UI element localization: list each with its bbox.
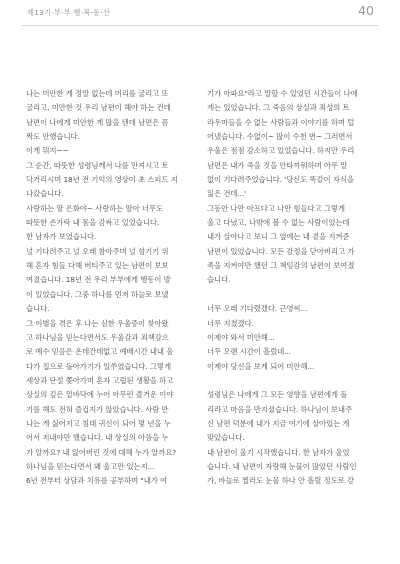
text-line: 성령님은 나에게 그 모든 영향을 남편에게 돌 [207,390,348,400]
text-line: 6년 전부터 상담과 치유를 공부하며 "내가 여 [26,476,168,486]
text-line: 짝도 안했습니다. [26,132,80,142]
text-line: 한 남자가 보였습니다. [26,232,97,242]
text-line: 그동안 나만 아프다고 나만 힘들다고 그렇게 [207,203,345,213]
text-line: 너무 지쳤겠다. [207,318,254,328]
text-line: 기가 아파요"라고 말할 수 있었던 시간들이 나에 [207,89,358,98]
paragraph-gap [207,374,379,388]
text-line: 여졌습니다. 18년 전 우리 부부에게 행동이 발 [26,275,171,285]
text-line: 이제야 당신을 보게 되어 미안해... [207,361,315,371]
text-line: 하나님을 믿는다면서 왜 울고만 있는지... [26,461,155,471]
text-line: 울고 다녔고, 나밖에 볼 수 없는 사람이었는데 [207,218,350,228]
header-divider [22,25,378,26]
text-line: 그 순간, 따뜻한 성령님께서 나를 만져시고 토 [26,160,169,170]
text-line: 내가 살아나고 보니 그 옆에는 내 곁을 지켜준 [207,232,350,242]
text-line: 습니다. 내 남편이 자랑해 눈물이 많았던 사람인 [207,461,357,471]
page-header [0,0,400,28]
text-line: 없이 기다려주었습니다. '당신도 똑같이 자식을 [207,175,354,185]
text-line: 족을 지켜야만 했던 그 책임감의 남편이 보여졌 [207,261,355,271]
chapter-title: 제13기·부·부·행·복·동·산 [27,8,111,17]
text-line: 이게 뭐지~~ [26,146,69,156]
paragraph-gap [207,288,379,302]
text-line: 가 알까요? 내 잃어버린 것에 대해 누가 알까요? [26,447,177,457]
text-line: 상실의 깊은 밑바닥에 누어 아무런 즐거운 이야 [26,390,174,400]
text-line: 고 하나님을 믿는다면서도 우울감과 죄책감으 [26,332,169,342]
text-line: 어서 지내야만 했습니다. 내 상실의 아픔을 누 [26,433,169,443]
text-line: 어냈습니다. 수없이~ 많이 수천 번~ 그러면서 [207,132,353,142]
text-line: 남편은 내가 죽을 것을 안타까워하며 아무 말 [207,160,348,170]
text-line: 습니다. [207,275,231,285]
text-line: 남편이 나에게 미안한 게 많을 텐데 남편은 꼼 [26,117,169,127]
right-text-column [207,87,379,489]
text-line: 로 예수 믿음은 온데간데없고 예배시간 내내 울 [26,347,174,357]
text-line: 널 기다려주고 널 오래 참아주며 널 섬기기 위 [26,246,169,256]
text-line: 잃은 건데...' [207,189,247,199]
left-text-column [26,87,198,489]
page-number: 40 [358,3,374,18]
text-line: 따뜻한 손가락 내 몸을 감싸고 있었습니다. [26,218,160,228]
text-line: 해 혼자 힘들 다해 버티주고 있는 남편이 보보 [26,261,169,271]
text-line: 게는 있었습니다. 그 죽음의 상실과 죄성의 트 [207,103,350,113]
text-line: 리라고 마음을 만지셨습니다. 하나님이 보내주 [207,404,352,414]
text-line: 그 이별을 겪은 후 나는 심한 우울증이 찾아왔 [26,318,169,328]
text-line: 너무 오래 기다렸겠다. 근영씨... [207,304,308,314]
text-line: 우울은 점점 감소하고 있었습니다. 하지만 우리 [207,146,355,156]
text-line: 내 남편이 울기 시작했습니다. 한 남자가 울었 [207,447,350,457]
text-line: 신 남편 덕분에 내가 지금 여기에 살아있는 게 [207,418,350,428]
text-line: 나갔습니다. [26,189,64,199]
text-line: 사랑하는 딸 은화야~ 사랑하는 딸아 너무도 [26,203,164,213]
text-line: 너무 오랜 시간이 흘렀네... [207,347,291,357]
text-line: 나는 미안한 게 정말 없는데 머리를 굴리고 또 [26,89,169,98]
text-line: 다가 집으로 돌아가기가 일쑤였습니다. 그렇게 [26,361,171,371]
text-line: 이 있었습니다. 그중 하나를 먼저 하늘로 보냈 [26,289,169,299]
text-line: 맞았습니다. [207,433,245,443]
text-line: 닥거리시며 18년 전 기억의 영상이 초 스피드 지 [26,175,178,185]
text-line: 세상과 단절 쫓아가며 혼자 고립된 생활을 하고 [26,375,174,385]
text-line: 라우마들을 수 없는 사람들과 이야기를 하며 털 [207,117,355,127]
text-line: 이제야 와서 미안해... [207,332,275,342]
text-line: 굴리고, 미안한 것 우리 남편이 해야 하는 건데 [26,103,171,113]
text-line: 나는 게 싫어지고 침대 귀신이 되어 몇 년을 누 [26,418,171,428]
text-line: 남편이 있었습니다. 모든 감정을 닫아버리고 가 [207,246,355,256]
text-line: 습니다. [26,304,50,314]
text-line: 가, 바늘로 찔러도 눈물 하나 안 흘릴 정도로 강 [207,476,354,486]
text-line: 기를 해도 전혀 즐겁지가 않았습니다. 사람 만 [26,404,169,414]
